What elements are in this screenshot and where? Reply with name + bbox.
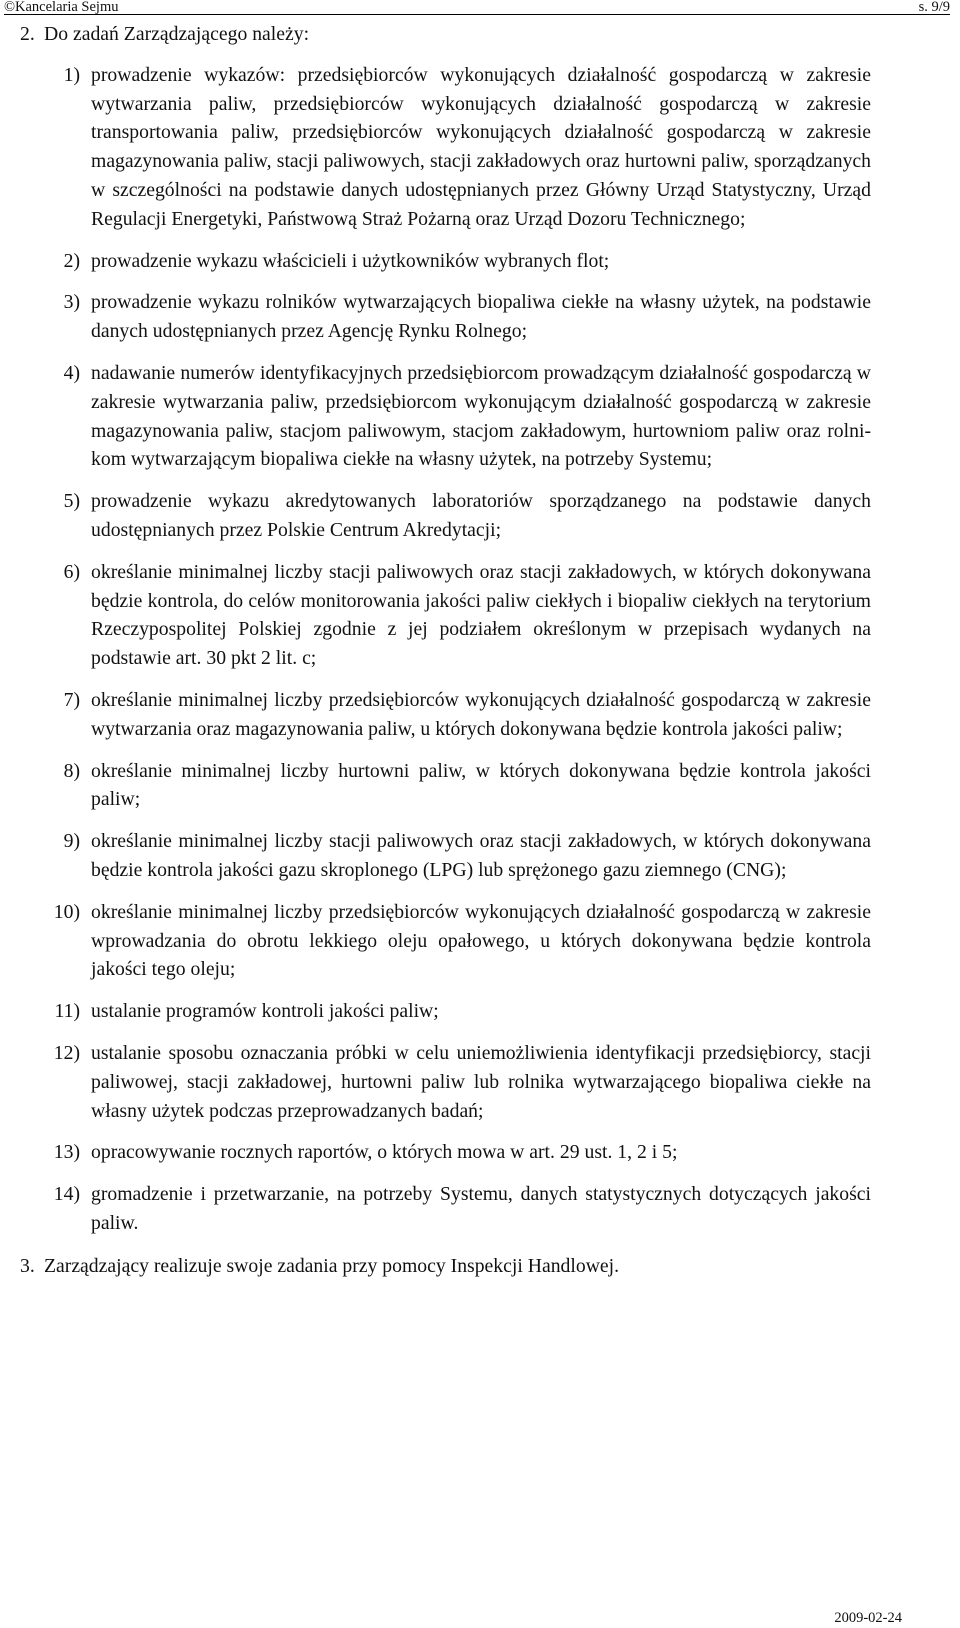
- list-item-number: 5): [63, 490, 80, 513]
- list-item-text: prowadzenie wykazów: przedsiębiorców wykonujących działalność gospodarczą w zakresie wytwarzania paliw, przedsiębiorców wykonujących działalność gospodarczą w zakresie transportowania paliw, przedsiębiorców wykonujących działalność gospodarczą w zakresie magazynowania paliw, stacji paliwowych, stacji zakładowych oraz hurtowni paliw, sporządzanych w szczególności na podstawie danych udostępnianych przez Główny Urząd Statystyczny, Urząd Regulacji Energetyki, Państwową Straż Pożarną oraz Urząd Dozoru Technicznego;: [91, 63, 871, 230]
- section-3: [20, 1252, 871, 1281]
- list-item-text: prowadzenie wykazu akredytowanych laboratoriów sporządzanego na podstawie danych udostępnianych przez Polskie Centrum Akredytacji;: [91, 490, 871, 541]
- document-body: [20, 20, 871, 1280]
- list-item-text: określanie minimalnej liczby hurtowni paliw, w których dokonywana będzie kontrola jakości paliw;: [91, 759, 871, 811]
- list-item-number: 9): [63, 830, 80, 853]
- list-item-number: 12): [53, 1041, 80, 1064]
- list-item-text: opracowywanie rocznych raportów, o których mowa w art. 29 ust. 1, 2 i 5;: [91, 1141, 678, 1164]
- list-item: [20, 757, 871, 815]
- list-item: [20, 487, 871, 545]
- section-2-text: Do zadań Zarządzającego należy:: [44, 23, 310, 45]
- section-2-heading: [20, 20, 871, 49]
- header-divider: [4, 14, 950, 15]
- footer-date: 2009-02-24: [834, 1610, 902, 1626]
- list-item-text: określanie minimalnej liczby przedsiębiorców wykonujących działalność gospodarczą w zakresie wprowadzania do obrotu lekkiego oleju opałowego, u których dokonywana będzie kontrola jakości tego oleju;: [91, 900, 871, 981]
- list-item: [20, 997, 871, 1026]
- header-page-number: s. 9/9: [918, 0, 950, 15]
- list-item-number: 4): [63, 361, 80, 384]
- list-item-number: 6): [63, 560, 80, 583]
- list-item: [20, 827, 871, 885]
- list-item-number: 14): [53, 1183, 80, 1206]
- list-item-text: ustalanie sposobu oznaczania próbki w celu uniemożliwienia identyfikacji przedsiębiorcy, stacji paliwowej, stacji zakładowej, hurtowni paliw lub rolnika wytwarzającego biopaliwa ciekłe na własny użytek podczas przeprowadzanych badań;: [91, 1041, 871, 1122]
- list-item: [20, 1039, 871, 1125]
- list-item: [20, 558, 871, 673]
- section-3-text: Zarządzający realizuje swoje zadania przy pomocy Inspekcji Handlowej.: [44, 1254, 620, 1277]
- list-item-number: 2): [63, 249, 80, 272]
- page-header: [4, 0, 950, 14]
- list-item-text: prowadzenie wykazu właścicieli i użytkowników wybranych flot;: [91, 249, 610, 272]
- list-item-text: określanie minimalnej liczby stacji paliwowych oraz stacji zakładowych, w których dokonywana będzie kontrola jakości gazu skroplonego (LPG) lub sprężonego gazu ziemnego (CNG);: [91, 830, 871, 881]
- list-item-text: ustalanie programów kontroli jakości paliw;: [91, 1000, 439, 1023]
- list-item-text: prowadzenie wykazu rolników wytwarzających biopaliwa ciekłe na własny użytek, na podstawie danych udostępnianych przez Agencję Rynku Rolnego;: [91, 291, 871, 343]
- list-item: [20, 61, 871, 234]
- list-item-text: gromadzenie i przetwarzanie, na potrzeby Systemu, danych statystycznych dotyczących jakości paliw.: [91, 1183, 871, 1234]
- list-item-text: określanie minimalnej liczby przedsiębiorców wykonujących działalność gospodarczą w zakresie wytwarzania oraz magazynowania paliw, u których dokonywana będzie kontrola jakości paliw;: [91, 688, 871, 740]
- list-item: [20, 359, 871, 474]
- task-list: [20, 61, 871, 1238]
- section-3-number: 3.: [20, 1254, 35, 1277]
- list-item: [20, 1138, 871, 1167]
- list-item-number: 3): [63, 291, 80, 314]
- header-source: ©Kancelaria Sejmu: [4, 0, 119, 15]
- list-item-number: 8): [63, 759, 80, 782]
- list-item-number: 1): [63, 63, 80, 86]
- list-item-number: 10): [53, 900, 80, 923]
- section-2-number: 2.: [20, 23, 35, 45]
- list-item-text: nadawanie numerów identyfikacyjnych przedsiębiorcom prowadzącym działalność gospodarczą w zakresie wytwarzania paliw, przedsiębiorcom wykonującym działalność gospodarczą w zakresie magazynowania paliw, stacjom paliwowym, stacjom zakładowym, hurtowniom paliw oraz rolnikom wytwarzającym biopaliwa ciekłe na własny użytek, na potrzeby Systemu;: [91, 361, 871, 471]
- list-item-text: określanie minimalnej liczby stacji paliwowych oraz stacji zakładowych, w których dokonywana będzie kontrola, do celów monitorowania jakości paliw ciekłych i biopaliw ciekłych na terytorium Rzeczypospolitej Polskiej zgodnie z jej podziałem określonym w przepisach wydanych na podstawie art. 30 pkt 2 lit. c;: [91, 560, 871, 670]
- list-item: [20, 247, 871, 276]
- list-item-number: 13): [53, 1141, 80, 1164]
- list-item-number: 7): [63, 688, 80, 711]
- list-item: [20, 1180, 871, 1238]
- list-item: [20, 898, 871, 984]
- list-item-number: 11): [54, 1000, 80, 1023]
- list-item: [20, 288, 871, 346]
- list-item: [20, 686, 871, 744]
